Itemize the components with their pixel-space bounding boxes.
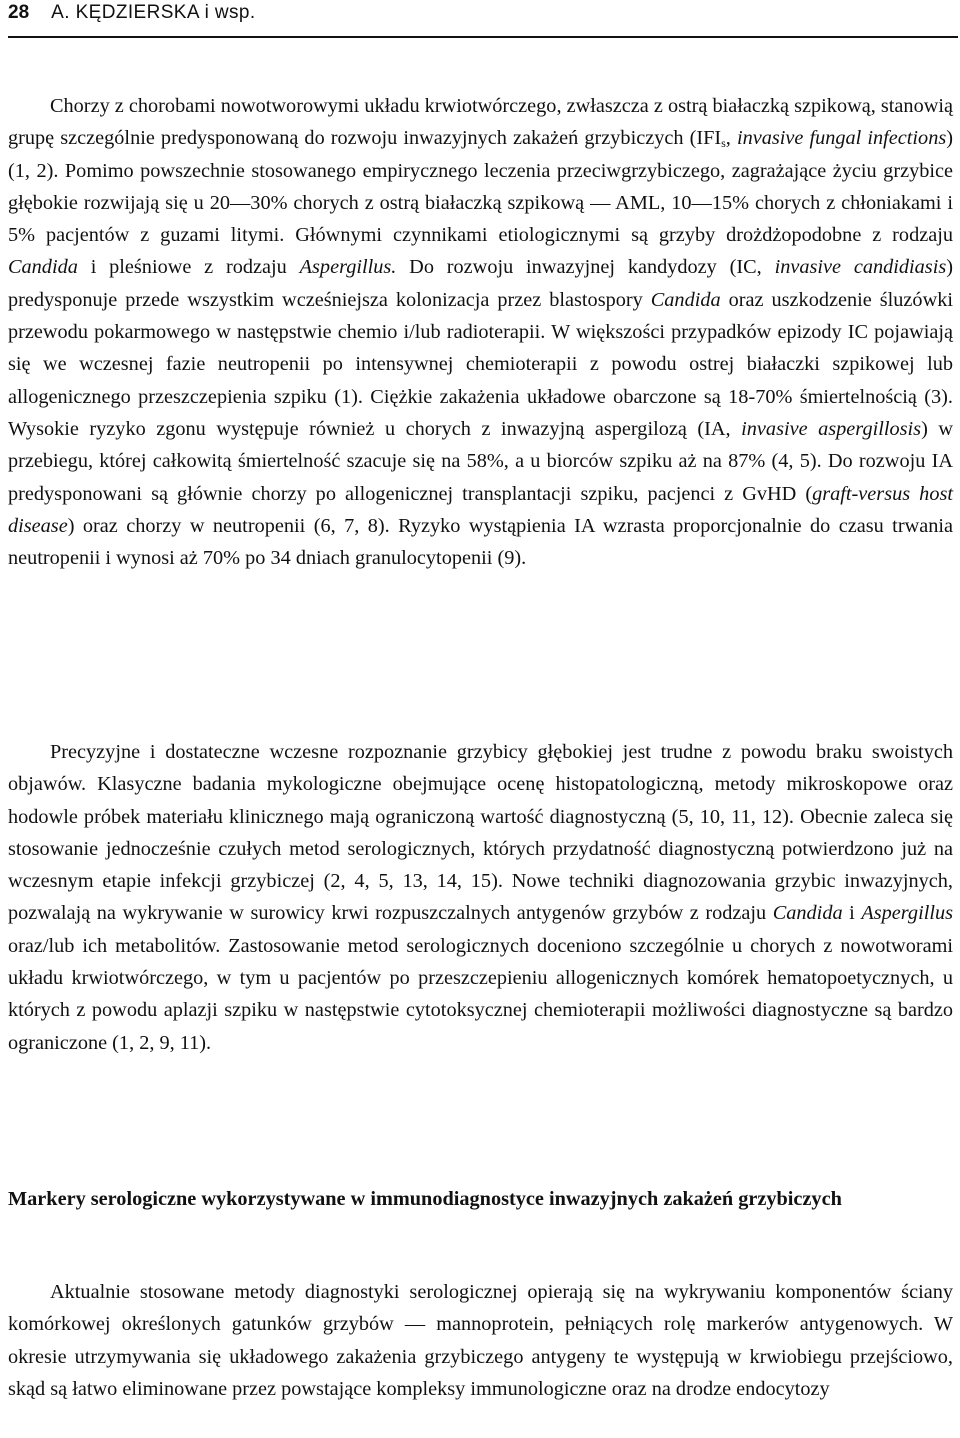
page-number: 28 [8, 2, 30, 23]
italic-term: Aspergillus [861, 902, 954, 925]
subscript: s [721, 136, 726, 151]
text-run: , [725, 127, 737, 150]
text-run: i [842, 902, 862, 925]
italic-term: graft-versus host disease [8, 482, 953, 537]
text-run: Precyzyjne i dostateczne wczesne rozpoznanie grzybicy głębokiej jest trudne z powodu braku swoistych objawów. Klasyczne badania mykologiczne obejmujące ocenę histopatologiczną, metody mikroskopowe oraz hodowle próbek materiału klinicznego mają ograniczoną wartość diagnostyczną (5, 10, 11, 12). Obecnie zaleca się stosowanie jednocześnie czułych metod serologicznych, których przydatność diagnostyczną potwierdzono już na wczesnym etapie infekcji grzybiczej (2, 4, 5, 13, 14, 15). Nowe techniki diagnozowania grzybic inwazyjnych, pozwalają na wykrywanie w surowicy krwi rozpuszczalnych antygenów grzybów z rodzaju [8, 741, 953, 925]
italic-term: Candida [8, 256, 78, 279]
italic-term: Aspergillus. [299, 256, 397, 279]
italic-term: invasive aspergillosis [741, 417, 922, 440]
paragraph-1 [8, 90, 953, 574]
text-run: ) (1, 2). Pomimo powszechnie stosowanego empirycznego leczenia przeciwgrzybiczego, zagrażające życiu grzybice głębokie rozwijają się u 20—30% chorych z ostrą białaczką szpikową — AML, 10—15% chorych z chłoniakami i 5% pacjentów z guzami litymi. Głównymi czynnikami etiologicznymi są grzyby drożdżopodobne z rodzaju [8, 127, 953, 247]
text-run: Do rozwoju inwazyjnej kandydozy (IC, [396, 256, 775, 279]
italic-term: invasive candidiasis [774, 256, 947, 279]
text-run: Aktualnie stosowane metody diagnostyki serologicznej opierają się na wykrywaniu komponentów ściany komórkowej określonych gatunków grzybów — mannoprotein, pełniących rolę markerów antygenowych. W okresie utrzymywania się układowego zakażenia grzybiczego antygeny te występują w krwiobiegu przejściowo, skąd są łatwo eliminowane przez powstające kompleksy immunologiczne oraz na drodze endocytozy [8, 1281, 953, 1400]
running-header-authors: A. KĘDZIERSKA i wsp. [51, 2, 256, 23]
text-run: Chorzy z chorobami nowotworowymi układu krwiotwórczego, zwłaszcza z ostrą białaczką szpikową, stanowią grupę szczególnie predysponowaną do rozwoju inwazyjnych zakażeń grzybiczych (IFI [8, 95, 953, 150]
paragraph-2 [8, 736, 953, 1059]
italic-term: Candida [650, 288, 721, 311]
text-run: oraz uszkodzenie śluzówki przewodu pokarmowego w następstwie chemio i/lub radioterapii. W większości przypadków epizody IC pojawiają się we wczesnej fazie neutropenii po intensywnej chemioterapii z powodu ostrej białaczki szpikowej lub allogenicznego przeszczepienia szpiku (1). Ciężkie zakażenia układowe obarczone są 18-70% śmiertelnością (3). Wysokie ryzyko zgonu występuje również u chorych z inwazyjną aspergilozą (IA, [8, 288, 953, 440]
text-run: i pleśniowe z rodzaju [77, 256, 300, 279]
italic-term: Candida [772, 902, 843, 925]
text-run: ) oraz chorzy w neutropenii (6, 7, 8). Ryzyko wystąpienia IA wzrasta proporcjonalnie do czasu trwania neutropenii i wynosi aż 70% po 34 dniach granulocytopenii (9). [8, 514, 953, 570]
section-heading: Markery serologiczne wykorzystywane w immunodiagnostyce inwazyjnych zakażeń grzybiczych [8, 1188, 842, 1210]
running-header [8, 0, 958, 38]
text-run: oraz/lub ich metabolitów. Zastosowanie metod serologicznych doceniono szczególnie u chorych z nowotworami układu krwiotwórczego, w tym u pacjentów po przeszczepieniu allogenicznych komórek hematopoetycznych, u których z powodu aplazji szpiku w następstwie cytotoksycznej chemioterapii możliwości diagnostyczne są bardzo ograniczone (1, 2, 9, 11). [8, 934, 953, 1054]
italic-term: invasive fungal infections [736, 127, 947, 150]
paragraph-3 [8, 1276, 953, 1405]
text-run: ) w przebiegu, której całkowitą śmiertelność szacuje się na 58%, a u biorców szpiku aż na 87% (4, 5). Do rozwoju IA predysponowani są głównie chorzy po allogenicznej transplantacji szpiku, pacjenci z GvHD ( [8, 417, 953, 505]
text-run: ) predysponuje przede wszystkim wcześniejsza kolonizacja przez blastospory [8, 256, 953, 311]
